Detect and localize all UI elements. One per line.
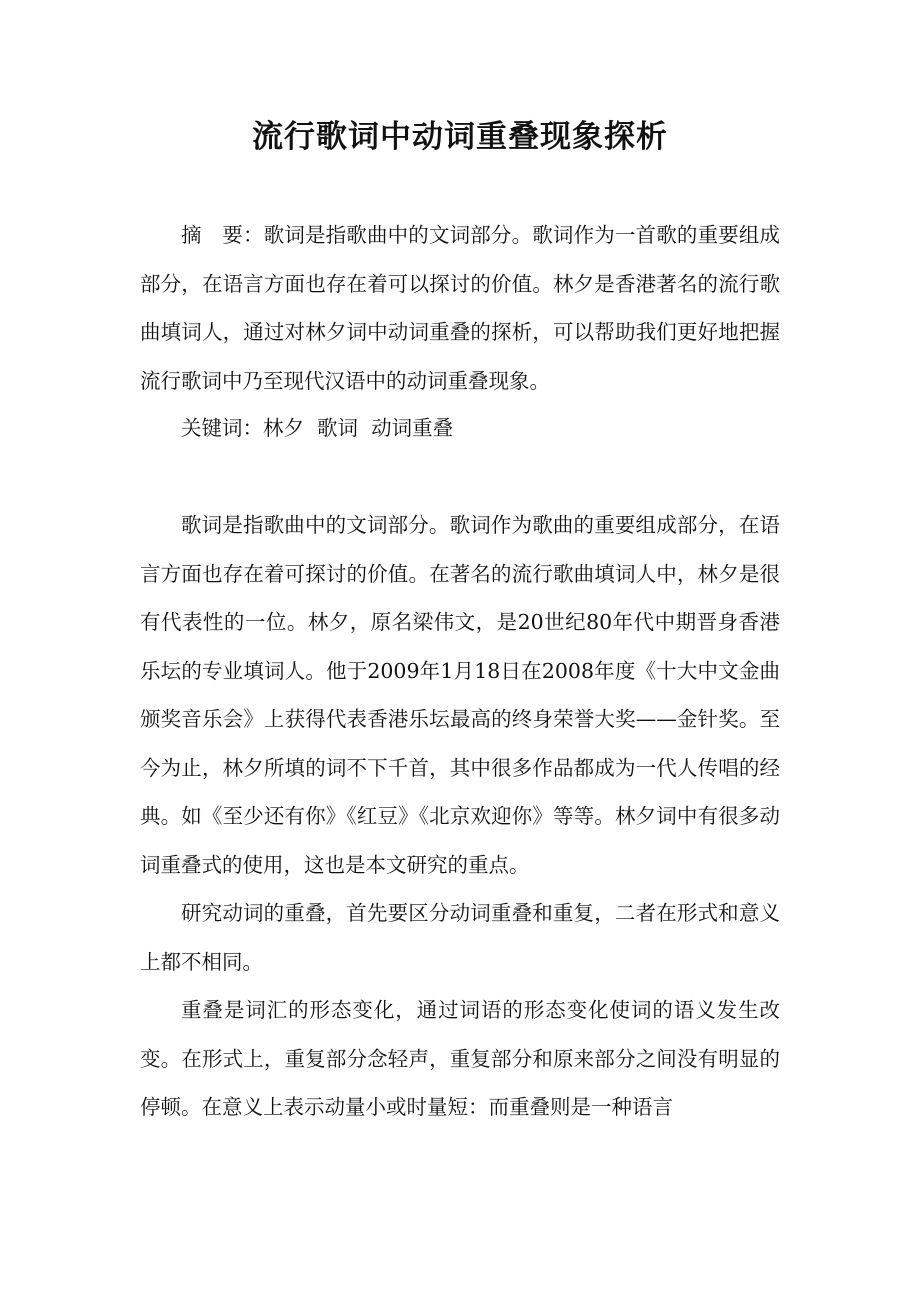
document-title: 流行歌词中动词重叠现象探析 (252, 119, 668, 155)
body-paragraph-1: 歌词是指歌曲中的文词部分。歌词作为歌曲的重要组成部分，在语言方面也存在着可探讨的价值。在著名的流行歌曲填词人中，林夕是很有代表性的一位。林夕，原名梁伟文，是20世纪80年代中期晋身香港乐坛的专业填词人。他于2009年1月18日在2008年度《十大中文金曲颁奖音乐会》上获得代表香港乐坛最高的终身荣誉大奖——金针奖。至今为止，林夕所填的词不下千首，其中很多作品都成为一代人传唱的经典。如《至少还有你》《红豆》《北京欢迎你》等等。林夕词中有很多动词重叠式的使用，这也是本文研究的重点。 (140, 513, 780, 877)
keywords-section (140, 404, 780, 453)
main-body (140, 501, 780, 1132)
keywords-text: 林夕 歌词 动词重叠 (263, 416, 454, 440)
body-paragraph-3: 重叠是词汇的形态变化，通过词语的形态变化使词的语义发生改变。在形式上，重复部分念轻声，重复部分和原来部分之间没有明显的停顿。在意义上表示动量小或时量短：而重叠则是一种语言 (140, 998, 780, 1119)
body-paragraph-2: 研究动词的重叠，首先要区分动词重叠和重复，二者在形式和意义上都不相同。 (140, 901, 780, 974)
abstract-section (140, 211, 780, 405)
abstract-paragraph (140, 211, 780, 405)
keywords-label: 关键词： (181, 416, 263, 440)
abstract-label: 摘 要： (181, 223, 264, 247)
abstract-text: 歌词是指歌曲中的文词部分。歌词作为一首歌的重要组成部分，在语言方面也存在着可以探讨的价值。林夕是香港著名的流行歌曲填词人，通过对林夕词中动词重叠的探析，可以帮助我们更好地把握流行歌词中乃至现代汉语中的动词重叠现象。 (140, 223, 781, 393)
keywords-paragraph (140, 404, 780, 453)
